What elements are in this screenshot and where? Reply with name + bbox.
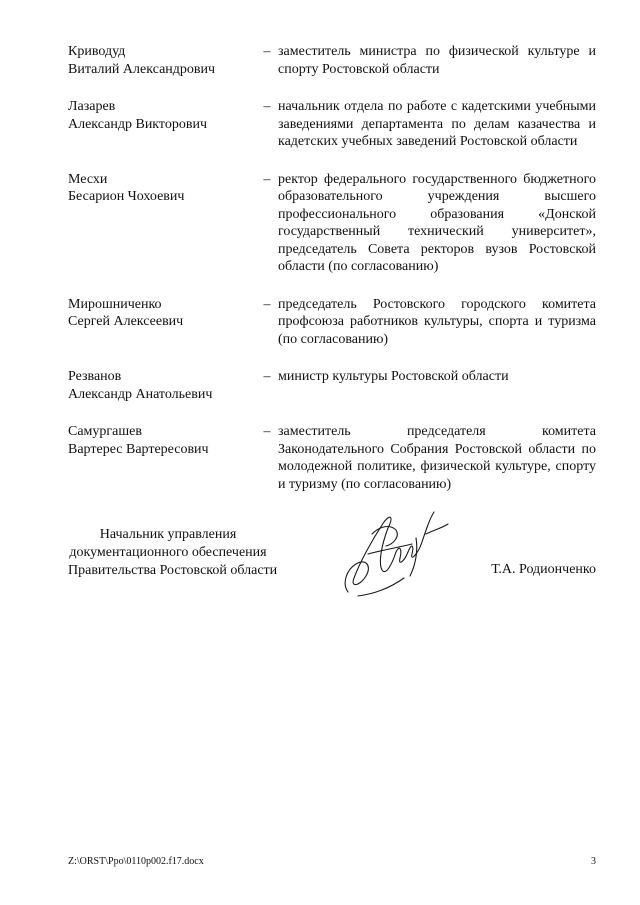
member-given-names: Сергей Алексеевич bbox=[68, 314, 184, 329]
entry-dash: – bbox=[263, 369, 271, 384]
member-surname: Месхи bbox=[68, 171, 108, 187]
signatory-name: Т.А. Родионченко bbox=[491, 562, 596, 577]
member-given-names: Бесарион Чохоевич bbox=[68, 189, 185, 204]
member-given-names: Вартерес Вартересович bbox=[68, 441, 209, 457]
member-name bbox=[68, 296, 256, 349]
member-list bbox=[68, 43, 596, 513]
member-name bbox=[68, 98, 256, 151]
entry-dash: – bbox=[263, 424, 271, 439]
member-surname: Самургашев bbox=[68, 424, 142, 439]
handwritten-signature bbox=[338, 504, 450, 602]
member-entry bbox=[68, 171, 596, 276]
entry-dash: – bbox=[263, 99, 271, 114]
member-surname: Мирошниченко bbox=[68, 296, 162, 312]
document-path: Z:\ORST\Ppo\0110p002.f17.docx bbox=[68, 856, 204, 867]
entry-dash: – bbox=[263, 44, 271, 59]
entry-dash: – bbox=[263, 171, 271, 187]
member-role: заместитель председателя комитета Законодательного Собрания Ростовской области по молодежной политике, физической культуре, спорту и туризму (по согласованию) bbox=[278, 424, 596, 492]
member-role: министр культуры Ростовской области bbox=[278, 369, 509, 384]
page-footer bbox=[68, 855, 596, 869]
signature-block bbox=[68, 526, 596, 606]
member-surname: Лазарев bbox=[68, 99, 116, 114]
entry-dash: – bbox=[263, 296, 271, 312]
member-role: начальник отдела по работе с кадетскими учебными заведениями департамента по делам казачества и кадетских учебных заведений Ростовской области bbox=[278, 99, 596, 149]
member-entry bbox=[68, 368, 596, 403]
member-role: заместитель министра по физической культуре и спорту Ростовской области bbox=[278, 44, 596, 77]
member-given-names: Виталий Александрович bbox=[68, 61, 216, 77]
signatory-position-line: документационного обеспечения bbox=[69, 545, 267, 560]
member-entry bbox=[68, 423, 596, 493]
page-number: 3 bbox=[591, 856, 596, 867]
member-name bbox=[68, 368, 256, 403]
member-entry bbox=[68, 296, 596, 349]
member-given-names: Александр Анатольевич bbox=[68, 386, 213, 402]
signatory-position bbox=[68, 526, 278, 580]
member-name bbox=[68, 423, 256, 493]
member-surname: Резванов bbox=[68, 369, 122, 384]
signatory-position-line: Правительства Ростовской области bbox=[68, 563, 278, 578]
signatory-position-line: Начальник управления bbox=[99, 527, 237, 542]
member-entry bbox=[68, 98, 596, 151]
member-name bbox=[68, 171, 256, 276]
member-name bbox=[68, 43, 256, 78]
member-given-names: Александр Викторович bbox=[68, 116, 208, 132]
member-role: председатель Ростовского городского комитета профсоюза работников культуры, спорта и туризма (по согласованию) bbox=[278, 296, 596, 347]
member-surname: Криводуд bbox=[68, 44, 126, 59]
member-entry bbox=[68, 43, 596, 78]
member-role: ректор федерального государственного бюджетного образовательного учреждения высшего профессионального образования «Донской государственный технический университет», председатель Совета ректоров вузов Ростовской области (по согласованию) bbox=[278, 171, 596, 274]
